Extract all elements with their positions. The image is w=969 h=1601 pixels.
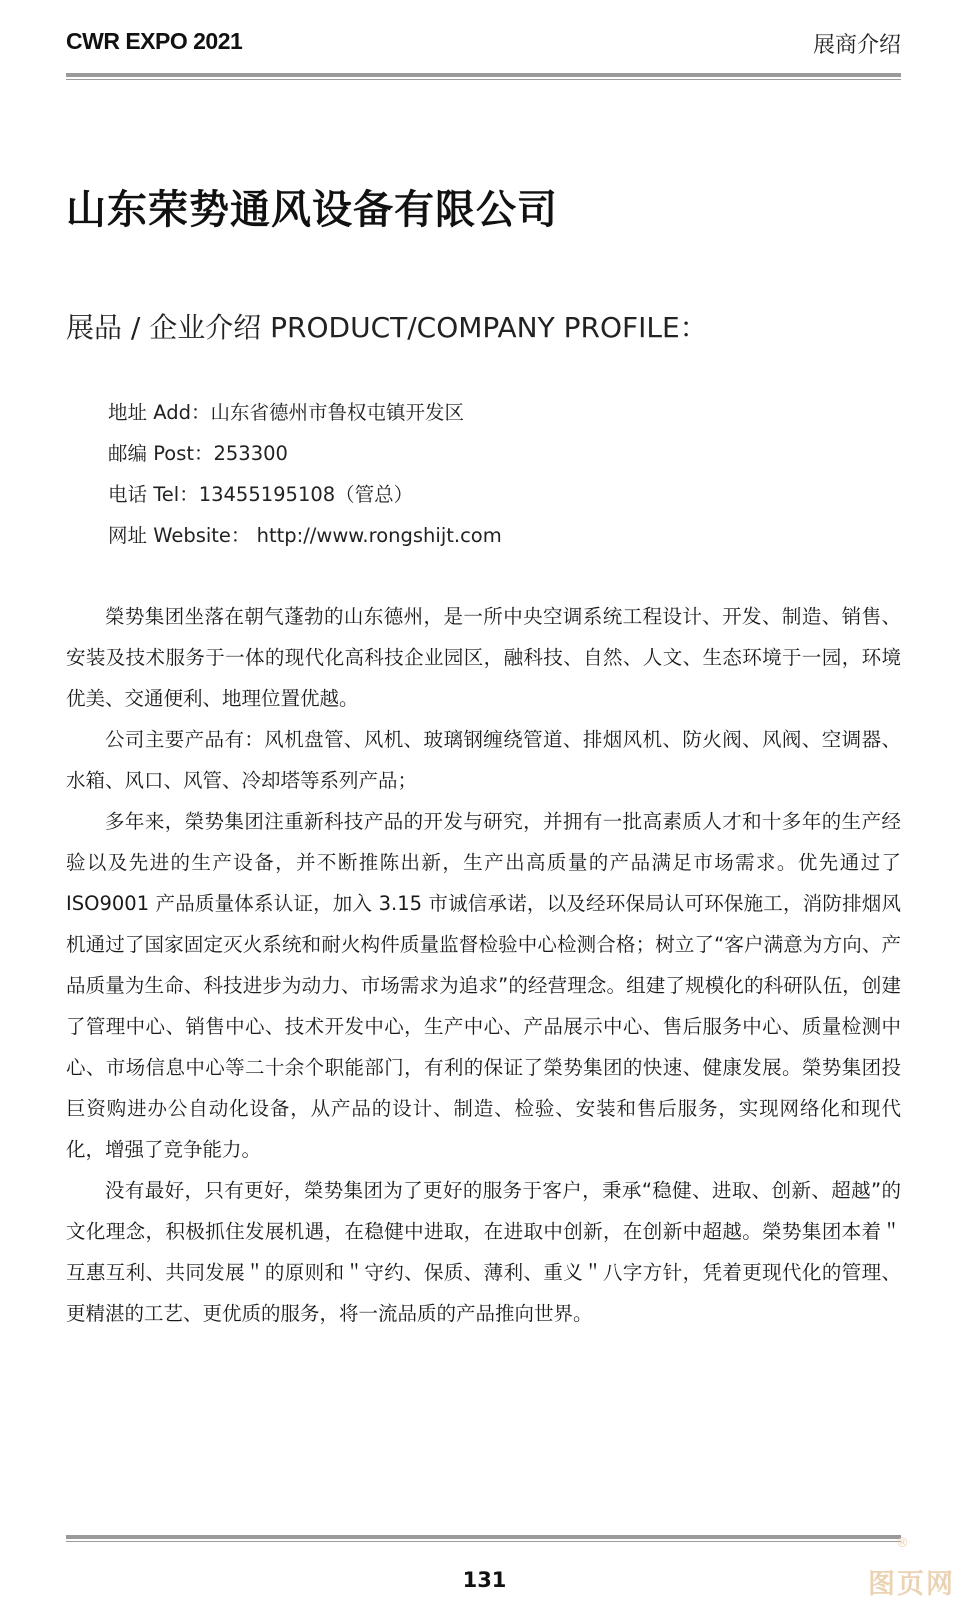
profile-paragraph-history: 多年来，榮势集团注重新科技产品的开发与研究，并拥有一批高素质人才和十多年的生产经验以及先进的生产设备，并不断推陈出新，生产出高质量的产品满足市场需求。优先通过了 ISO9001 产品质量体系认证，加入 3.15 市诚信承诺，以及经环保局认可环保施工，消防排烟风机通过了国家固定灭火系统和耐火构件质量监督检验中心检测合格；树立了“客户满意为方向、产品质量为生命、科技进步为动力、市场需求为追求”的经营理念。组建了规模化的科研队伍，创建了管理中心、销售中心、技术开发中心，生产中心、产品展示中心、售后服务中心、质量检测中心、市场信息中心等二十余个职能部门，有利的保证了榮势集团的快速、健康发展。榮势集团投巨资购进办公自动化设备，从产品的设计、制造、检验、安装和售后服务，实现网络化和现代化，增强了竞争能力。 (66, 810, 901, 1161)
contact-info-list (108, 397, 502, 561)
expo-header-title: CWR EXPO 2021 (66, 28, 243, 54)
company-name: 山东荣势通风设备有限公司 (66, 187, 558, 233)
postcode-line: 邮编 Post：253300 (108, 442, 288, 465)
profile-paragraph-philosophy: 没有最好，只有更好，榮势集团为了更好的服务于客户，秉承“稳健、进取、创新、超越”的文化理念，积极抓住发展机遇，在稳健中进取，在进取中创新，在创新中超越。榮势集团本着＂互惠互利、共同发展＂的原则和＂守约、保质、薄利、重义＂八字方针，凭着更现代化的管理、更精湛的工艺、更优质的服务，将一流品质的产品推向世界。 (66, 1179, 901, 1325)
profile-paragraph-products: 公司主要产品有：风机盘管、风机、玻璃钢缠绕管道、排烟风机、防火阀、风阀、空调器、水箱、风口、风管、冷却塔等系列产品； (66, 728, 901, 792)
profile-paragraph-overview: 榮势集团坐落在朝气蓬勃的山东德州，是一所中央空调系统工程设计、开发、制造、销售、安装及技术服务于一体的现代化高科技企业园区，融科技、自然、人文、生态环境于一园，环境优美、交通便利、地理位置优越。 (66, 605, 901, 710)
website-line: 网址 Website： http://www.rongshijt.com (108, 524, 502, 547)
header-divider (66, 73, 901, 80)
section-header-label: 展商介绍 (812, 33, 901, 58)
address-line: 地址 Add：山东省德州市鲁权屯镇开发区 (108, 401, 464, 424)
section-heading: 展品 / 企业介绍 PRODUCT/COMPANY PROFILE： (66, 311, 708, 344)
watermark-logo: 图页网 (868, 1569, 955, 1600)
footer-divider (66, 1535, 901, 1542)
registered-mark: ® (896, 1536, 909, 1551)
page-number: 131 (462, 1568, 507, 1592)
phone-line: 电话 Tel：13455195108（管总） (108, 483, 414, 506)
company-profile-body (66, 596, 901, 1334)
